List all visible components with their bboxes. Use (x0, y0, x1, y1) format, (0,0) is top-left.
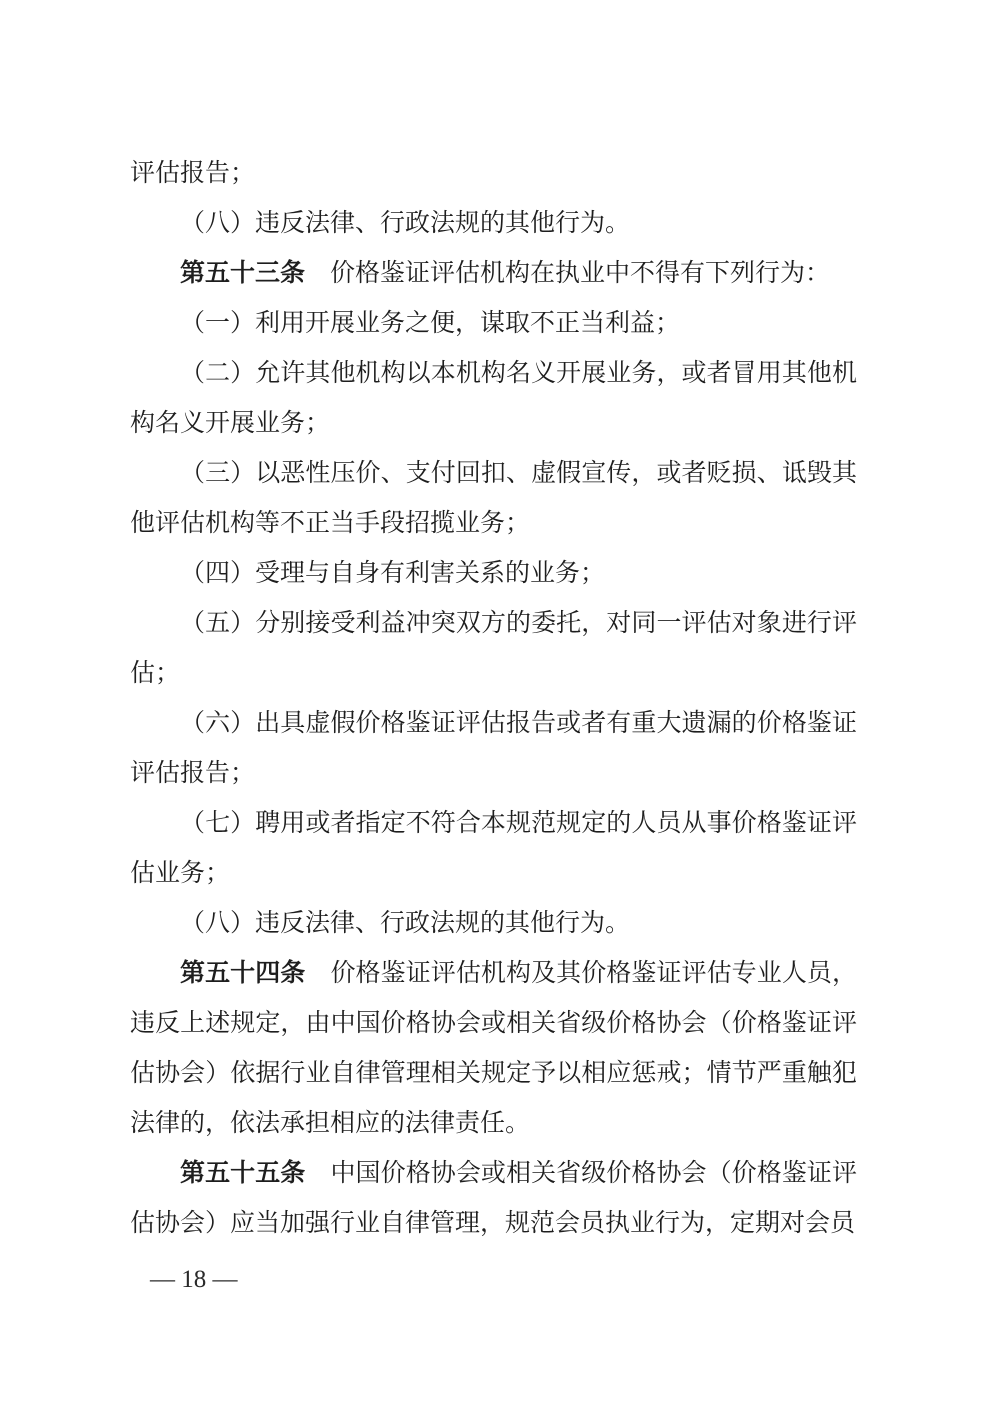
paragraph (130, 149, 857, 199)
paragraph (130, 799, 857, 899)
text-run: （三）以恶性压价、支付回扣、虚假宣传，或者贬损、诋毁其他评估机构等不正当手段招揽业务； (130, 460, 857, 537)
paragraph (130, 599, 857, 699)
text-run: （七）聘用或者指定不符合本规范规定的人员从事价格鉴证评估业务； (130, 810, 857, 887)
text-run: （二）允许其他机构以本机构名义开展业务，或者冒用其他机构名义开展业务； (130, 360, 857, 437)
paragraph (130, 299, 857, 349)
paragraph (130, 899, 857, 949)
paragraph (130, 549, 857, 599)
article-number: 第五十三条 (180, 260, 306, 287)
text-run: （一）利用开展业务之便，谋取不正当利益； (180, 310, 681, 337)
article-paragraph (130, 949, 857, 1149)
article-number: 第五十四条 (180, 960, 306, 987)
text-run: 价格鉴证评估机构在执业中不得有下列行为： (305, 260, 831, 287)
text-run: （八）违反法律、行政法规的其他行为。 (180, 210, 631, 237)
text-run: （四）受理与自身有利害关系的业务； (180, 560, 606, 587)
text-run: （六）出具虚假价格鉴证评估报告或者有重大遗漏的价格鉴证评估报告； (130, 710, 857, 787)
text-run: 中国价格协会或相关省级价格协会（价格鉴证评估协会）应当加强行业自律管理，规范会员执业行为，定期对会员 (130, 1160, 857, 1237)
text-run: （八）违反法律、行政法规的其他行为。 (180, 910, 631, 937)
page-number: — 18 — (150, 1266, 238, 1293)
article-paragraph (130, 1149, 857, 1249)
paragraph (130, 199, 857, 249)
text-run: （五）分别接受利益冲突双方的委托，对同一评估对象进行评估； (130, 610, 857, 687)
paragraph (130, 449, 857, 549)
text-run: 评估报告； (130, 160, 256, 187)
paragraph (130, 349, 857, 449)
article-paragraph (130, 249, 857, 299)
paragraph (130, 699, 857, 799)
article-number: 第五十五条 (180, 1160, 306, 1187)
text-run: 价格鉴证评估机构及其价格鉴证评估专业人员，违反上述规定，由中国价格协会或相关省级价格协会（价格鉴证评估协会）依据行业自律管理相关规定予以相应惩戒；情节严重触犯法律的，依法承担相应的法律责任。 (130, 960, 857, 1137)
document-body (130, 149, 857, 1249)
